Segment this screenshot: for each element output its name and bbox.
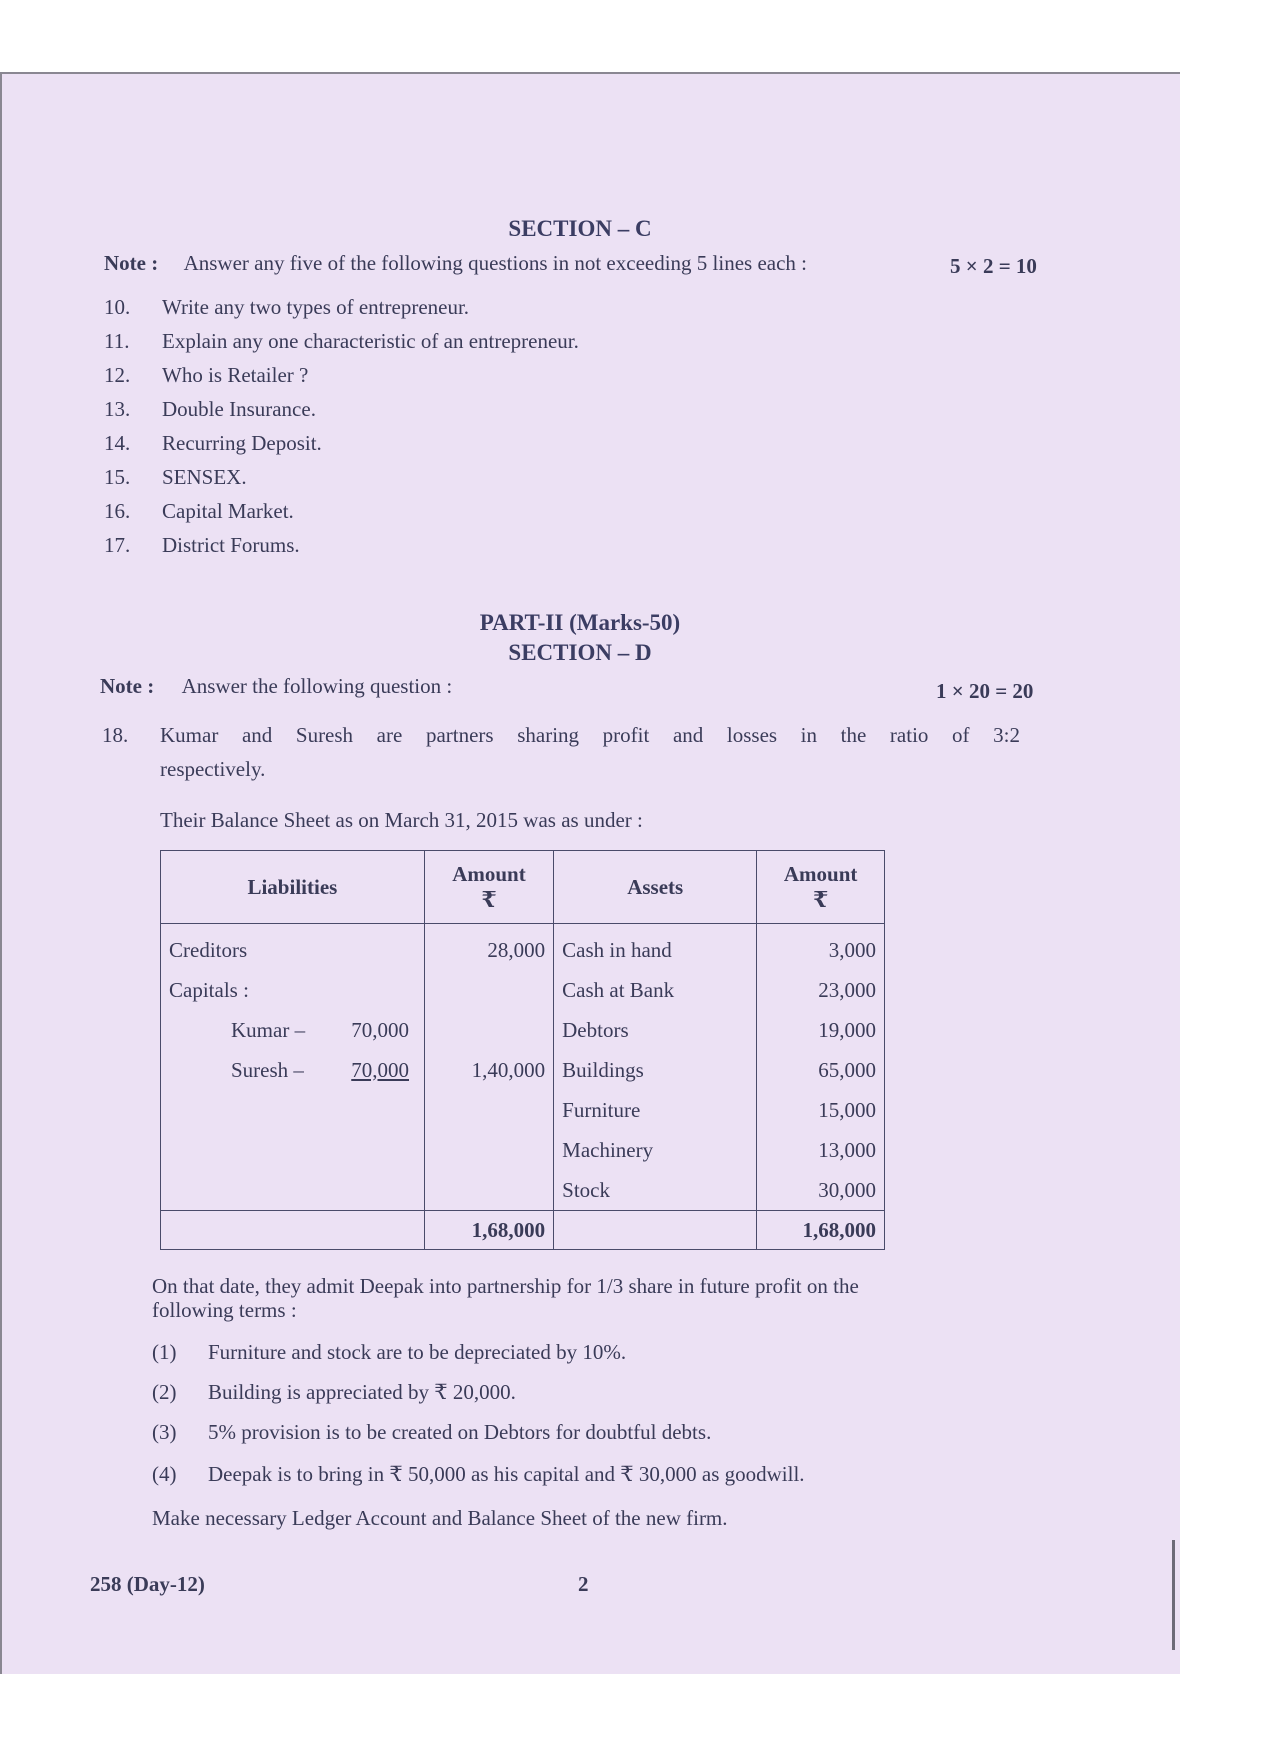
header-assets: Assets	[554, 851, 757, 924]
table-row	[161, 1010, 885, 1050]
admission-line-2: following terms :	[152, 1298, 297, 1322]
admission-line-1: On that date, they admit Deepak into partnership for 1/3 share in future profit on the	[152, 1274, 859, 1298]
kumar-label: Kumar –	[231, 1017, 306, 1042]
term-text: 5% provision is to be created on Debtors for doubtful debts.	[208, 1420, 712, 1444]
cell-capitals-label: Capitals :	[161, 970, 425, 1010]
cell-capitals-total: 1,40,000	[424, 1050, 553, 1090]
section-c-marks: 5 × 2 = 10	[950, 254, 1037, 278]
question-number: 15.	[104, 465, 131, 489]
admission-instruction: Make necessary Ledger Account and Balance Sheet of the new firm.	[152, 1506, 728, 1530]
cell-asset-label: Debtors	[554, 1010, 757, 1050]
cell-asset-amount: 23,000	[757, 970, 885, 1010]
q18-line-1: Kumar and Suresh are partners sharing profit and losses in the ratio of 3:2	[160, 723, 1020, 747]
section-d-marks: 1 × 20 = 20	[936, 679, 1034, 703]
question-text: Write any two types of entrepreneur.	[162, 295, 470, 319]
question-number: 18.	[102, 723, 129, 747]
term-number: (3)	[152, 1420, 177, 1444]
balance-sheet-table	[160, 850, 885, 1250]
question-text: Capital Market.	[162, 499, 294, 523]
header-liabilities: Liabilities	[161, 851, 425, 924]
question-number: 11.	[104, 329, 130, 353]
question-number: 10.	[104, 295, 131, 319]
admission-term	[152, 1340, 626, 1364]
header-amount-label: Amount	[452, 861, 526, 886]
question-text: Double Insurance.	[162, 397, 316, 421]
question-text: SENSEX.	[162, 465, 247, 489]
section-d-note	[100, 674, 452, 698]
section-c-question-list	[104, 295, 579, 567]
cell-empty	[161, 1170, 425, 1211]
cell-asset-amount: 65,000	[757, 1050, 885, 1090]
question-number: 12.	[104, 363, 131, 387]
term-text: Furniture and stock are to be depreciated by 10%.	[208, 1340, 627, 1364]
term-number: (2)	[152, 1380, 177, 1404]
cell-asset-label: Cash in hand	[554, 924, 757, 971]
question-number: 13.	[104, 397, 131, 421]
question-number: 17.	[104, 533, 131, 557]
cell-asset-amount: 19,000	[757, 1010, 885, 1050]
table-row	[161, 1090, 885, 1130]
section-c-note	[104, 251, 807, 275]
question-number: 16.	[104, 499, 131, 523]
table-row	[161, 1170, 885, 1211]
cell-empty	[424, 970, 553, 1010]
term-text: Deepak is to bring in ₹ 50,000 as his capital and ₹ 30,000 as goodwill.	[208, 1462, 805, 1486]
admission-term	[152, 1462, 805, 1486]
kumar-value: 70,000	[351, 1017, 409, 1042]
cell-empty	[424, 1090, 553, 1130]
admission-term	[152, 1420, 711, 1444]
list-item	[104, 397, 579, 431]
suresh-value: 70,000	[351, 1057, 409, 1082]
page-number: 2	[578, 1572, 589, 1596]
question-text: District Forums.	[162, 533, 300, 557]
rupee-symbol: ₹	[481, 886, 497, 912]
cell-asset-amount: 15,000	[757, 1090, 885, 1130]
cell-empty	[424, 1130, 553, 1170]
question-text: Explain any one characteristic of an entrepreneur.	[162, 329, 579, 353]
cell-empty	[424, 1010, 553, 1050]
rupee-symbol: ₹	[813, 886, 829, 912]
question-number: 14.	[104, 431, 131, 455]
cell-asset-amount: 13,000	[757, 1130, 885, 1170]
list-item	[104, 533, 579, 567]
question-text: Who is Retailer ?	[162, 363, 309, 387]
cell-empty	[161, 1130, 425, 1170]
table-total-row	[161, 1211, 885, 1250]
paper-code: 258 (Day-12)	[90, 1572, 205, 1596]
q18-line-2: respectively.	[160, 757, 266, 781]
note-text: Answer the following question :	[181, 674, 453, 698]
section-c-title: SECTION – C	[508, 216, 652, 241]
question-text: Recurring Deposit.	[162, 431, 322, 455]
term-text: Building is appreciated by ₹ 20,000.	[208, 1380, 516, 1404]
cell-suresh-capital	[161, 1050, 425, 1090]
cell-asset-label: Stock	[554, 1170, 757, 1211]
table-row	[161, 1050, 885, 1090]
header-amount-liabilities	[424, 851, 553, 924]
cell-asset-label: Buildings	[554, 1050, 757, 1090]
admission-term	[152, 1380, 516, 1404]
cell-asset-label: Furniture	[554, 1090, 757, 1130]
section-d-title: SECTION – D	[508, 640, 652, 665]
note-label: Note :	[104, 251, 159, 275]
total-assets: 1,68,000	[757, 1211, 885, 1250]
term-number: (1)	[152, 1340, 177, 1364]
cell-kumar-capital	[161, 1010, 425, 1050]
header-amount-assets	[757, 851, 885, 924]
cell-empty	[161, 1090, 425, 1130]
note-label: Note :	[100, 674, 155, 698]
table-row	[161, 924, 885, 971]
table-row	[161, 1130, 885, 1170]
list-item	[104, 295, 579, 329]
note-text: Answer any five of the following questions in not exceeding 5 lines each :	[183, 251, 808, 275]
cell-asset-amount: 3,000	[757, 924, 885, 971]
table-row	[161, 970, 885, 1010]
list-item	[104, 363, 579, 397]
cell-asset-label: Machinery	[554, 1130, 757, 1170]
cell-empty	[424, 1170, 553, 1211]
q18-intro: Their Balance Sheet as on March 31, 2015 was as under :	[160, 808, 643, 832]
cell-creditors-amount: 28,000	[424, 924, 553, 971]
cell-asset-amount: 30,000	[757, 1170, 885, 1211]
term-number: (4)	[152, 1462, 177, 1486]
table-header-row	[161, 851, 885, 924]
part-ii-title: PART-II (Marks-50)	[479, 610, 681, 635]
cell-empty	[161, 1211, 425, 1250]
list-item	[104, 431, 579, 465]
list-item	[104, 499, 579, 533]
cell-creditors-label: Creditors	[161, 924, 425, 971]
cell-asset-label: Cash at Bank	[554, 970, 757, 1010]
header-amount-label: Amount	[783, 861, 858, 886]
suresh-label: Suresh –	[231, 1057, 304, 1082]
paper-edge-shadow	[1172, 1540, 1175, 1650]
list-item	[104, 329, 579, 363]
cell-empty	[554, 1211, 757, 1250]
total-liabilities: 1,68,000	[424, 1211, 553, 1250]
list-item	[104, 465, 579, 499]
